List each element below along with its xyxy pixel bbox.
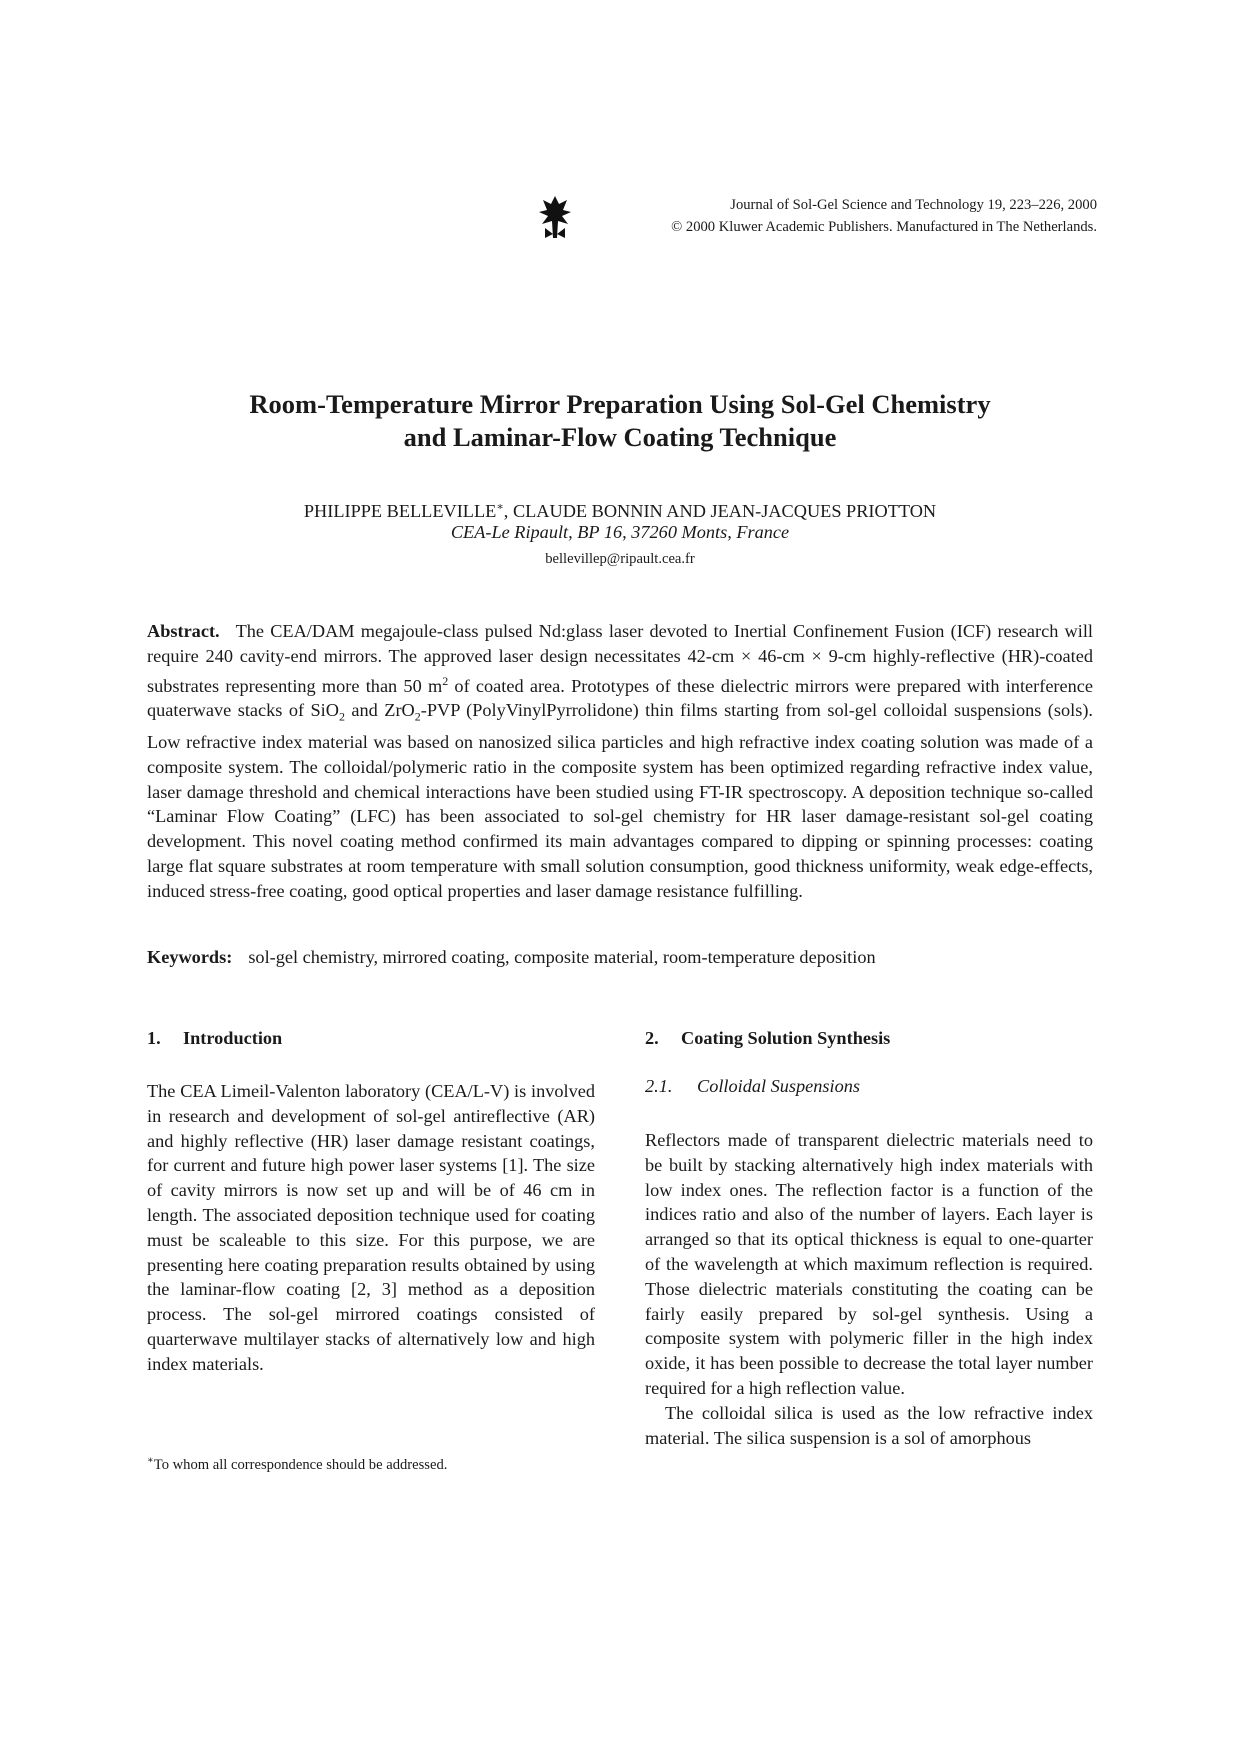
abstract-text-3: and ZrO [344, 700, 415, 721]
abstract [147, 619, 1093, 904]
abstract-text-2: of coated area. Prototypes of these dielectric mirrors were prepared with interference quaterwave stacks of SiO [147, 675, 1094, 721]
section-2-body [645, 1128, 1093, 1450]
abstract-sub-1: 2 [338, 710, 345, 725]
author-first: PHILIPPE BELLEVILLE [303, 501, 497, 522]
subsection-2-1-title: Colloidal Suspensions [697, 1076, 861, 1096]
subsection-2-1-heading [645, 1076, 860, 1097]
section-1-heading [147, 1028, 282, 1049]
keywords-text: sol-gel chemistry, mirrored coating, composite material, room-temperature deposition [248, 947, 876, 967]
abstract-sub-2: 2 [414, 710, 421, 725]
author-rest: , CLAUDE BONNIN AND JEAN-JACQUES PRIOTTON [503, 501, 937, 522]
keywords-label: Keywords: [147, 947, 233, 967]
copyright-line: © 2000 Kluwer Academic Publishers. Manufactured in The Netherlands. [671, 219, 1097, 235]
section-1-number: 1. [147, 1028, 161, 1048]
abstract-text-1: The CEA/DAM megajoule-class pulsed Nd:glass laser devoted to Inertial Confinement Fusion (ICF) research will require 240 cavity-end mirrors. The approved laser design necessitates 42-cm × 46-cm × 9-cm highly-reflective (HR)-coated substrates representing more than 50 m [147, 621, 1093, 696]
author-email: bellevillep@ripault.cea.fr [545, 551, 695, 567]
affiliation: CEA-Le Ripault, BP 16, 37260 Monts, France [450, 522, 790, 542]
intro-paragraph: The CEA Limeil-Valenton laboratory (CEA/L-V) is involved in research and development of sol-gel antireflective (AR) and highly reflective (HR) laser damage resistant coatings, for current and future high power laser systems [1]. The size of cavity mirrors is now set up and will be of 46 cm in length. The associated deposition technique used for coating must be scaleable to this size. For this purpose, we are presenting here coating preparation results obtained by using the laminar-flow coating [2, 3] method as a deposition process. The sol-gel mirrored coatings consisted of quarterwave multilayer stacks of alternatively low and high index materials. [147, 1081, 595, 1374]
author-footnote-marker: ∗ [496, 501, 504, 513]
section-1-title: Introduction [183, 1028, 283, 1048]
publisher-tree-logo-icon [537, 194, 573, 240]
footnote-marker: ∗ [147, 1455, 154, 1466]
footnote [147, 1451, 595, 1475]
journal-citation: Journal of Sol-Gel Science and Technology 19, 223–226, 2000 [730, 197, 1097, 213]
title-line-1: Room-Temperature Mirror Preparation Using Sol-Gel Chemistry [249, 389, 991, 419]
paper-title [147, 388, 1093, 454]
section-1-body [147, 1079, 595, 1377]
section-2-number: 2. [645, 1028, 659, 1048]
section-2-title: Coating Solution Synthesis [681, 1028, 891, 1048]
section-2-paragraph-1: Reflectors made of transparent dielectric materials need to be built by stacking alternatively high index materials with low index ones. The reflection factor is a function of the indices ratio and also of the number of layers. Each layer is arranged so that its optical thickness is equal to one-quarter of the wavelength at which maximum reflection is required. Those dielectric materials constituting the coating can be fairly easily prepared by sol-gel synthesis. Using a composite system with polymeric filler in the high index oxide, it has been possible to decrease the total layer number required for a high reflection value. [645, 1130, 1093, 1398]
abstract-label: Abstract. [147, 621, 220, 641]
title-line-2: and Laminar-Flow Coating Technique [403, 422, 837, 452]
abstract-text-4: -PVP (PolyVinylPyrrolidone) thin films starting from sol-gel colloidal suspensions (sols). Low refractive index material was based on nanosized silica particles and high refractive index coating solution was made of a composite system. The colloidal/polymeric ratio in the composite system has been optimized regarding refractive index value, laser damage threshold and chemical interactions have been studied using FT-IR spectroscopy. A deposition technique so-called “Laminar Flow Coating” (LFC) has been associated to sol-gel chemistry for HR laser damage-resistant sol-gel coating development. This novel coating method confirmed its main advantages compared to dipping or spinning processes: coating large flat square substrates at room temperature with small solution consumption, good thickness uniformity, weak edge-effects, induced stress-free coating, good optical properties and laser damage resistance fulfilling. [147, 700, 1093, 901]
footnote-text: To whom all correspondence should be addressed. [153, 1456, 448, 1473]
section-2-heading [645, 1028, 890, 1049]
keywords [147, 945, 1093, 969]
subsection-2-1-number: 2.1. [645, 1076, 673, 1096]
section-2-paragraph-2: The colloidal silica is used as the low refractive index material. The silica suspension is a sol of amorphous [645, 1402, 1093, 1448]
abstract-sup-1: 2 [442, 673, 449, 688]
